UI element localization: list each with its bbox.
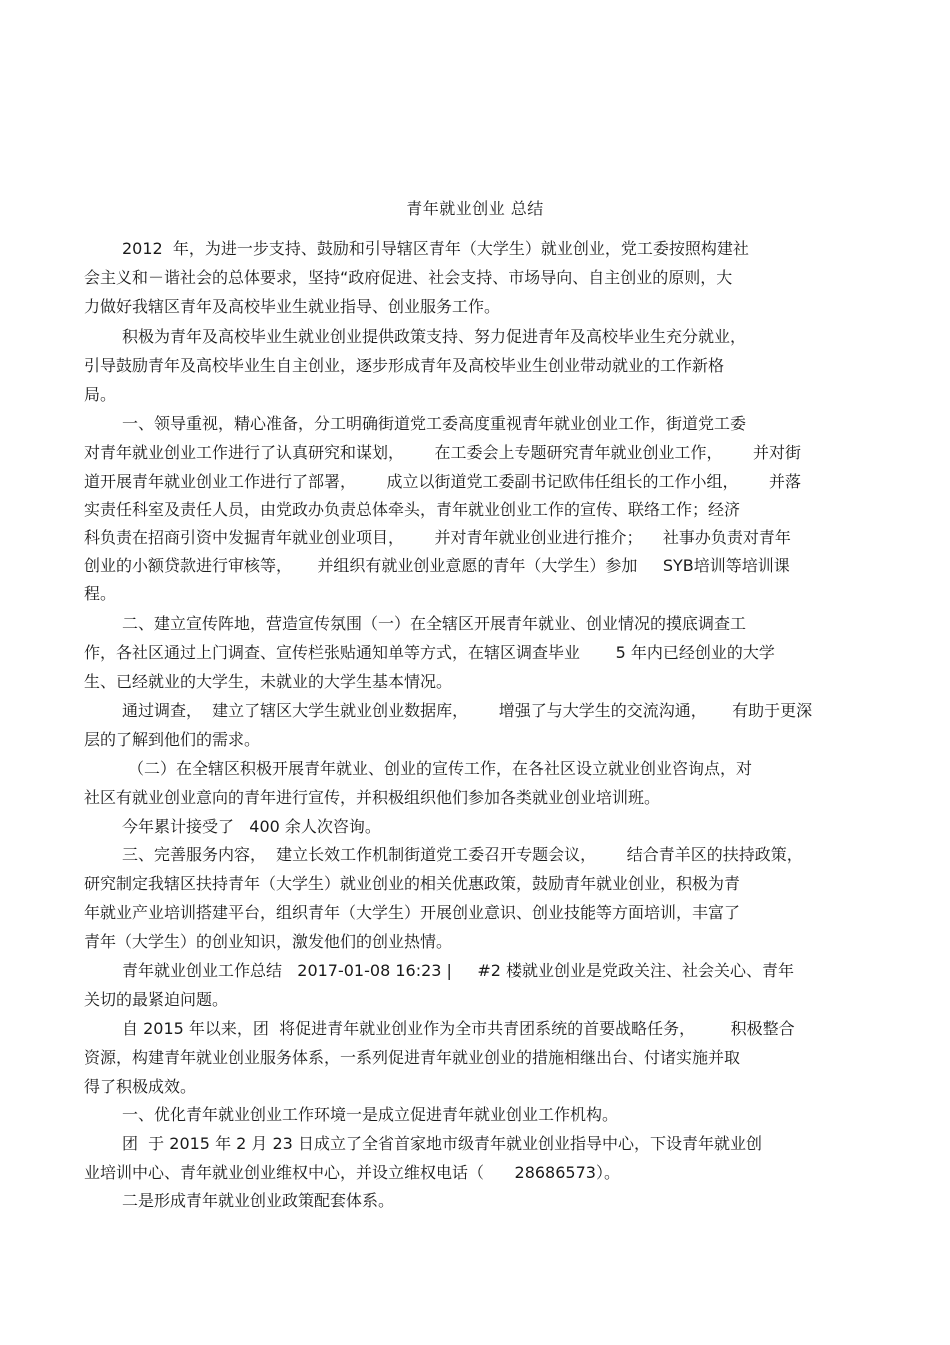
paragraph-line: 层的了解到他们的需求。 [84,730,261,749]
paragraph-line: 实责任科室及责任人员，由党政办负责总体牵头，青年就业创业工作的宣传、联络工作；经济 [84,500,741,519]
paragraph-line: 通过调查， 建立了辖区大学生就业创业数据库， 增强了与大学生的交流沟通， 有助于更深 [122,701,813,720]
paragraph-line: 局。 [84,385,117,404]
paragraph-line: 社区有就业创业意向的青年进行宣传，并积极组织他们参加各类就业创业培训班。 [84,788,661,807]
paragraph-line: （二）在全辖区积极开展青年就业、创业的宣传工作，在各社区设立就业创业咨询点，对 [128,759,753,778]
paragraph-line: 一、领导重视，精心准备，分工明确街道党工委高度重视青年就业创业工作，街道党工委 [122,414,747,433]
paragraph-line: 资源，构建青年就业创业服务体系，一系列促进青年就业创业的措施相继出台、付诸实施并取 [84,1048,741,1067]
paragraph-line: 道开展青年就业创业工作进行了部署， 成立以街道党工委副书记欧伟任组长的工作小组， 并落 [84,472,802,491]
paragraph-line: 业培训中心、青年就业创业维权中心，并设立维权电话（ 28686573）。 [84,1163,620,1182]
paragraph-line: 青年就业创业工作总结 2017-01-08 16:23 | #2 楼就业创业是党政关注、社会关心、青年 [122,961,795,980]
paragraph-line: 关切的最紧迫问题。 [84,990,229,1009]
paragraph-line: 二是形成青年就业创业政策配套体系。 [122,1191,395,1210]
paragraph-line: 创业的小额贷款进行审核等， 并组织有就业创业意愿的青年（大学生）参加 SYB培训等培训课 [84,556,790,575]
paragraph-line: 会主义和－谐社会的总体要求，坚持“政府促进、社会支持、市场导向、自主创业的原则，大 [84,268,733,287]
paragraph-line: 年就业产业培训搭建平台，组织青年（大学生）开展创业意识、创业技能等方面培训，丰富了 [84,903,741,922]
paragraph-line: 得了积极成效。 [84,1077,197,1096]
paragraph-line: 团 于 2015 年 2 月 23 日成立了全省首家地市级青年就业创业指导中心，下设青年就业创 [122,1134,762,1153]
paragraph-line: 2012 年，为进一步支持、鼓励和引导辖区青年（大学生）就业创业，党工委按照构建社 [122,239,749,258]
paragraph-line: 今年累计接受了 400 余人次咨询。 [122,817,381,836]
paragraph-line: 积极为青年及高校毕业生就业创业提供政策支持、努力促进青年及高校毕业生充分就业， [122,327,747,346]
paragraph-line: 对青年就业创业工作进行了认真研究和谋划， 在工委会上专题研究青年就业创业工作， 并对街 [84,443,802,462]
paragraph-line: 自 2015 年以来，团 将促进青年就业创业作为全市共青团系统的首要战略任务， 积极整合 [122,1019,795,1038]
paragraph-line: 程。 [84,584,117,603]
paragraph-line: 引导鼓励青年及高校毕业生自主创业，逐步形成青年及高校毕业生创业带动就业的工作新格 [84,356,725,375]
paragraph-line: 作，各社区通过上门调查、宣传栏张贴通知单等方式，在辖区调查毕业 5 年内已经创业的大学 [84,643,775,662]
paragraph-line: 研究制定我辖区扶持青年（大学生）就业创业的相关优惠政策，鼓励青年就业创业，积极为青 [84,874,741,893]
paragraph-line: 科负责在招商引资中发掘青年就业创业项目， 并对青年就业创业进行推介； 社事办负责对青年 [84,528,791,547]
paragraph-line: 三、完善服务内容， 建立长效工作机制街道党工委召开专题会议， 结合青羊区的扶持政策， [122,845,803,864]
paragraph-line: 二、建立宣传阵地，营造宣传氛围（一）在全辖区开展青年就业、创业情况的摸底调查工 [122,614,747,633]
paragraph-line: 一、优化青年就业创业工作环境一是成立促进青年就业创业工作机构。 [122,1105,619,1124]
paragraph-line: 力做好我辖区青年及高校毕业生就业指导、创业服务工作。 [84,297,501,316]
paragraph-line: 青年（大学生）的创业知识，激发他们的创业热情。 [84,932,453,951]
document-title: 青年就业创业 总结 [406,199,544,218]
paragraph-line: 生、已经就业的大学生，未就业的大学生基本情况。 [84,672,453,691]
